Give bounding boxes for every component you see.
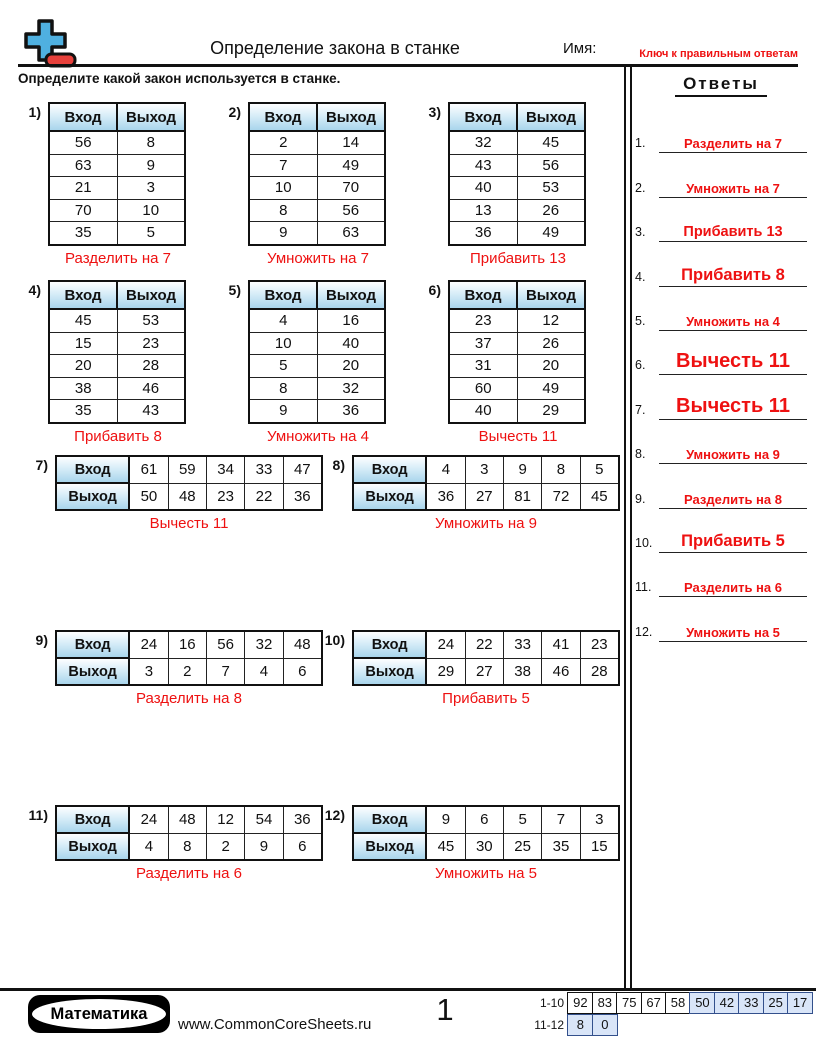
score-cell: 42 xyxy=(714,992,740,1014)
brand-label: Математика xyxy=(32,999,166,1029)
io-table xyxy=(55,805,323,861)
table-header-cell: Выход xyxy=(317,281,385,309)
table-value-cell: 49 xyxy=(317,154,385,177)
table-value-cell: 45 xyxy=(49,309,117,332)
answer-text: Прибавить 8 xyxy=(659,266,807,287)
answer-number: 6. xyxy=(635,358,646,373)
table-value-cell: 4 xyxy=(245,658,283,685)
io-table xyxy=(55,455,323,511)
table-value-cell: 5 xyxy=(580,456,619,483)
table-value-cell: 36 xyxy=(283,806,322,833)
table-value-cell: 43 xyxy=(117,400,185,423)
table-value-cell: 20 xyxy=(317,355,385,378)
score-row-1 xyxy=(520,992,813,1014)
answer-text: Умножить на 7 xyxy=(659,181,807,198)
answer-text: Прибавить 13 xyxy=(659,224,807,242)
table-value-cell: 47 xyxy=(283,456,322,483)
table-value-cell: 13 xyxy=(449,199,517,222)
answer-item-6 xyxy=(633,331,809,375)
io-table xyxy=(352,630,620,686)
table-header-cell: Вход xyxy=(56,806,129,833)
table-value-cell: 5 xyxy=(503,806,541,833)
table-value-cell: 15 xyxy=(580,833,619,860)
answer-item-8 xyxy=(633,420,809,464)
table-header-cell: Вход xyxy=(353,456,426,483)
table-value-cell: 7 xyxy=(542,806,580,833)
io-table xyxy=(248,102,386,246)
table-value-cell: 20 xyxy=(517,355,585,378)
table-header-cell: Выход xyxy=(353,658,426,685)
table-value-cell: 63 xyxy=(317,222,385,245)
table-value-cell: 24 xyxy=(129,806,168,833)
table-value-cell: 4 xyxy=(249,309,317,332)
table-value-cell: 36 xyxy=(317,400,385,423)
math-brand-logo xyxy=(28,995,170,1033)
table-header-cell: Выход xyxy=(56,483,129,510)
problem-number: 2) xyxy=(228,104,241,120)
problem-7 xyxy=(35,455,323,532)
table-value-cell: 22 xyxy=(465,631,503,658)
table-value-cell: 12 xyxy=(517,309,585,332)
table-value-cell: 40 xyxy=(449,400,517,423)
table-header-cell: Вход xyxy=(449,103,517,131)
table-value-cell: 6 xyxy=(283,833,322,860)
table-value-cell: 61 xyxy=(129,456,168,483)
table-value-cell: 5 xyxy=(117,222,185,245)
table-value-cell: 48 xyxy=(168,806,206,833)
table-value-cell: 45 xyxy=(580,483,619,510)
table-value-cell: 4 xyxy=(426,456,465,483)
name-label: Имя: xyxy=(563,40,597,57)
table-value-cell: 9 xyxy=(245,833,283,860)
score-cell: 33 xyxy=(738,992,764,1014)
score-row-label: 11-12 xyxy=(534,1018,564,1032)
answers-panel xyxy=(633,74,809,642)
table-value-cell: 15 xyxy=(49,332,117,355)
io-table xyxy=(48,280,186,424)
answer-item-7 xyxy=(633,375,809,419)
problem-6 xyxy=(428,280,588,445)
answer-text: Умножить на 9 xyxy=(659,447,807,464)
table-header-cell: Выход xyxy=(517,281,585,309)
table-header-cell: Выход xyxy=(517,103,585,131)
problem-9 xyxy=(35,630,323,707)
table-value-cell: 56 xyxy=(206,631,244,658)
answer-item-11 xyxy=(633,553,809,597)
table-value-cell: 81 xyxy=(503,483,541,510)
score-cell: 8 xyxy=(567,1014,593,1036)
table-header-cell: Вход xyxy=(56,456,129,483)
answers-title: Ответы xyxy=(675,74,767,97)
problem-answer: Разделить на 6 xyxy=(136,865,242,882)
table-value-cell: 8 xyxy=(249,199,317,222)
table-value-cell: 32 xyxy=(245,631,283,658)
answer-number: 2. xyxy=(635,180,646,195)
problem-8 xyxy=(332,455,620,532)
table-value-cell: 45 xyxy=(426,833,465,860)
problem-answer: Умножить на 5 xyxy=(434,865,538,882)
table-value-cell: 24 xyxy=(426,631,465,658)
table-value-cell: 43 xyxy=(449,154,517,177)
answer-text: Вычесть 11 xyxy=(659,395,807,420)
problem-4 xyxy=(28,280,188,445)
problem-number: 9) xyxy=(35,632,48,648)
problem-answer: Прибавить 8 xyxy=(74,427,162,445)
problem-number: 7) xyxy=(35,457,48,473)
answer-text: Разделить на 6 xyxy=(659,580,807,597)
table-header-cell: Выход xyxy=(117,281,185,309)
table-value-cell: 14 xyxy=(317,131,385,154)
table-value-cell: 8 xyxy=(249,377,317,400)
answer-number: 3. xyxy=(635,225,646,240)
table-value-cell: 3 xyxy=(465,456,503,483)
plus-minus-logo-icon xyxy=(18,18,80,68)
problem-answer: Разделить на 7 xyxy=(65,249,171,267)
answer-item-5 xyxy=(633,287,809,331)
table-value-cell: 46 xyxy=(117,377,185,400)
table-value-cell: 49 xyxy=(517,377,585,400)
answer-item-12 xyxy=(633,597,809,641)
table-value-cell: 32 xyxy=(449,131,517,154)
score-cell: 58 xyxy=(665,992,691,1014)
table-value-cell: 53 xyxy=(117,309,185,332)
problem-number: 4) xyxy=(28,282,41,298)
table-value-cell: 33 xyxy=(245,456,283,483)
table-value-cell: 23 xyxy=(117,332,185,355)
score-cell: 50 xyxy=(689,992,715,1014)
score-cell: 67 xyxy=(641,992,667,1014)
table-value-cell: 53 xyxy=(517,177,585,200)
answer-number: 9. xyxy=(635,491,646,506)
score-cell: 83 xyxy=(592,992,618,1014)
table-value-cell: 40 xyxy=(317,332,385,355)
answers-panel-divider xyxy=(624,66,632,988)
problem-2 xyxy=(228,102,388,267)
io-table xyxy=(448,280,586,424)
table-value-cell: 23 xyxy=(449,309,517,332)
answer-item-10 xyxy=(633,509,809,553)
table-value-cell: 2 xyxy=(206,833,244,860)
score-table xyxy=(520,992,813,1036)
answer-item-9 xyxy=(633,464,809,508)
answer-number: 4. xyxy=(635,269,646,284)
problem-answer: Разделить на 8 xyxy=(136,690,242,707)
answer-item-4 xyxy=(633,242,809,286)
table-value-cell: 45 xyxy=(517,131,585,154)
problem-number: 5) xyxy=(228,282,241,298)
answer-item-1 xyxy=(633,109,809,153)
table-value-cell: 41 xyxy=(542,631,580,658)
table-value-cell: 3 xyxy=(580,806,619,833)
table-value-cell: 20 xyxy=(49,355,117,378)
table-value-cell: 46 xyxy=(542,658,580,685)
table-value-cell: 29 xyxy=(426,658,465,685)
table-value-cell: 56 xyxy=(517,154,585,177)
problem-number: 11) xyxy=(28,807,48,823)
answer-text: Разделить на 8 xyxy=(659,492,807,509)
table-header-cell: Вход xyxy=(56,631,129,658)
table-value-cell: 70 xyxy=(317,177,385,200)
answers-list xyxy=(633,109,809,642)
table-value-cell: 56 xyxy=(317,199,385,222)
table-value-cell: 16 xyxy=(168,631,206,658)
score-cell: 0 xyxy=(592,1014,618,1036)
problem-answer: Вычесть 11 xyxy=(149,515,229,532)
table-value-cell: 22 xyxy=(245,483,283,510)
table-header-cell: Выход xyxy=(317,103,385,131)
answer-number: 10. xyxy=(635,535,653,550)
table-value-cell: 9 xyxy=(249,400,317,423)
table-value-cell: 60 xyxy=(449,377,517,400)
problem-3 xyxy=(428,102,588,267)
problem-number: 3) xyxy=(428,104,441,120)
answer-number: 11. xyxy=(635,580,652,595)
answer-item-2 xyxy=(633,153,809,197)
table-value-cell: 50 xyxy=(129,483,168,510)
io-table xyxy=(352,455,620,511)
problem-answer: Умножить на 4 xyxy=(266,427,370,445)
table-value-cell: 59 xyxy=(168,456,206,483)
table-value-cell: 32 xyxy=(317,377,385,400)
problem-answer: Прибавить 13 xyxy=(470,249,566,267)
table-value-cell: 16 xyxy=(317,309,385,332)
problem-5 xyxy=(228,280,388,445)
table-value-cell: 9 xyxy=(117,154,185,177)
answer-number: 12. xyxy=(635,624,653,639)
problem-1 xyxy=(28,102,188,267)
table-value-cell: 27 xyxy=(465,658,503,685)
problem-answer: Вычесть 11 xyxy=(478,427,558,445)
table-value-cell: 28 xyxy=(117,355,185,378)
answer-text: Прибавить 5 xyxy=(659,532,807,553)
table-value-cell: 25 xyxy=(503,833,541,860)
answer-key-label: Ключ к правильным ответам xyxy=(639,48,798,60)
score-row-2 xyxy=(520,1014,813,1036)
table-value-cell: 49 xyxy=(517,222,585,245)
table-value-cell: 8 xyxy=(168,833,206,860)
table-value-cell: 27 xyxy=(465,483,503,510)
table-value-cell: 23 xyxy=(580,631,619,658)
score-cell: 75 xyxy=(616,992,642,1014)
io-table xyxy=(55,630,323,686)
problem-12 xyxy=(324,805,620,882)
table-value-cell: 34 xyxy=(206,456,244,483)
answer-text: Умножить на 5 xyxy=(659,625,807,642)
table-value-cell: 48 xyxy=(283,631,322,658)
table-value-cell: 26 xyxy=(517,332,585,355)
table-header-cell: Вход xyxy=(49,281,117,309)
table-value-cell: 28 xyxy=(580,658,619,685)
table-value-cell: 35 xyxy=(49,222,117,245)
table-value-cell: 10 xyxy=(117,199,185,222)
problem-10 xyxy=(324,630,620,707)
table-value-cell: 72 xyxy=(542,483,580,510)
score-cell: 25 xyxy=(763,992,789,1014)
answer-number: 1. xyxy=(635,136,646,151)
table-header-cell: Вход xyxy=(249,103,317,131)
io-table xyxy=(48,102,186,246)
answer-text: Умножить на 4 xyxy=(659,314,807,331)
answer-text: Разделить на 7 xyxy=(659,136,807,153)
score-cell: 17 xyxy=(787,992,813,1014)
table-value-cell: 30 xyxy=(465,833,503,860)
table-value-cell: 63 xyxy=(49,154,117,177)
table-header-cell: Выход xyxy=(56,833,129,860)
table-value-cell: 21 xyxy=(49,177,117,200)
table-value-cell: 38 xyxy=(503,658,541,685)
footer-divider xyxy=(0,988,816,991)
table-value-cell: 37 xyxy=(449,332,517,355)
table-header-cell: Выход xyxy=(117,103,185,131)
table-header-cell: Вход xyxy=(353,806,426,833)
answer-item-3 xyxy=(633,198,809,242)
table-value-cell: 29 xyxy=(517,400,585,423)
table-header-cell: Выход xyxy=(56,658,129,685)
header-divider xyxy=(18,64,798,67)
table-value-cell: 5 xyxy=(249,355,317,378)
problem-11 xyxy=(28,805,323,882)
table-value-cell: 35 xyxy=(542,833,580,860)
table-value-cell: 24 xyxy=(129,631,168,658)
table-value-cell: 9 xyxy=(426,806,465,833)
answer-number: 7. xyxy=(635,402,646,417)
problem-answer: Умножить на 7 xyxy=(266,249,370,267)
problem-answer: Прибавить 5 xyxy=(442,690,530,707)
table-value-cell: 10 xyxy=(249,332,317,355)
io-table xyxy=(352,805,620,861)
table-value-cell: 3 xyxy=(129,658,168,685)
table-value-cell: 70 xyxy=(49,199,117,222)
table-value-cell: 26 xyxy=(517,199,585,222)
problem-answer: Умножить на 9 xyxy=(434,515,538,532)
table-value-cell: 9 xyxy=(503,456,541,483)
problem-number: 10) xyxy=(324,632,345,648)
table-value-cell: 48 xyxy=(168,483,206,510)
table-value-cell: 6 xyxy=(465,806,503,833)
table-value-cell: 31 xyxy=(449,355,517,378)
table-header-cell: Выход xyxy=(353,483,426,510)
table-value-cell: 35 xyxy=(49,400,117,423)
problem-number: 1) xyxy=(28,104,41,120)
score-row-label: 1-10 xyxy=(539,996,564,1010)
page-number: 1 xyxy=(436,992,454,1027)
table-value-cell: 10 xyxy=(249,177,317,200)
table-value-cell: 2 xyxy=(168,658,206,685)
table-value-cell: 12 xyxy=(206,806,244,833)
table-value-cell: 40 xyxy=(449,177,517,200)
answer-number: 8. xyxy=(635,447,646,462)
table-header-cell: Вход xyxy=(249,281,317,309)
table-value-cell: 56 xyxy=(49,131,117,154)
table-value-cell: 23 xyxy=(206,483,244,510)
table-value-cell: 7 xyxy=(206,658,244,685)
io-table xyxy=(248,280,386,424)
table-value-cell: 2 xyxy=(249,131,317,154)
table-header-cell: Вход xyxy=(353,631,426,658)
problem-number: 12) xyxy=(324,807,345,823)
table-value-cell: 38 xyxy=(49,377,117,400)
table-value-cell: 9 xyxy=(249,222,317,245)
page-title: Определение закона в станке xyxy=(210,38,460,58)
problem-number: 6) xyxy=(428,282,441,298)
io-table xyxy=(448,102,586,246)
table-value-cell: 36 xyxy=(426,483,465,510)
table-value-cell: 8 xyxy=(117,131,185,154)
table-value-cell: 54 xyxy=(245,806,283,833)
table-header-cell: Выход xyxy=(353,833,426,860)
table-value-cell: 8 xyxy=(542,456,580,483)
table-value-cell: 4 xyxy=(129,833,168,860)
answer-number: 5. xyxy=(635,313,646,328)
website-link: www.CommonCoreSheets.ru xyxy=(178,1016,372,1033)
table-value-cell: 6 xyxy=(283,658,322,685)
table-value-cell: 36 xyxy=(283,483,322,510)
table-value-cell: 36 xyxy=(449,222,517,245)
table-header-cell: Вход xyxy=(449,281,517,309)
table-value-cell: 7 xyxy=(249,154,317,177)
table-value-cell: 33 xyxy=(503,631,541,658)
instruction-text: Определите какой закон используется в станке. xyxy=(18,71,341,86)
problem-number: 8) xyxy=(332,457,345,473)
answer-text: Вычесть 11 xyxy=(659,350,807,375)
table-value-cell: 3 xyxy=(117,177,185,200)
score-cell: 92 xyxy=(567,992,593,1014)
table-header-cell: Вход xyxy=(49,103,117,131)
